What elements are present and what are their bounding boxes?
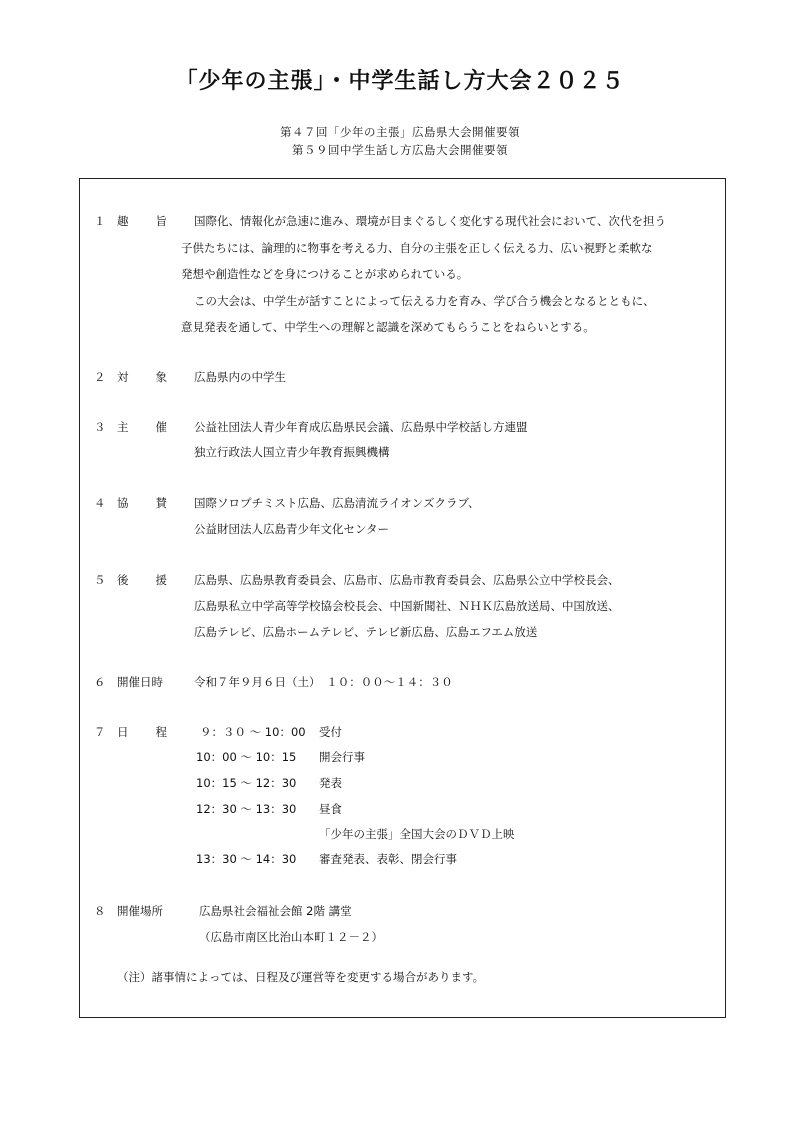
section-1-line: この大会は、中学生が話すことによって伝える力を育み、学び合う機会となるとともに、 [194, 294, 655, 308]
heading-char: 後 [117, 573, 129, 587]
schedule-event: 「少年の主張」全国大会のＤＶＤ上映 [319, 827, 515, 841]
section-1-line: 国際化、情報化が急速に進み、環境が目まぐるしく変化する現代社会において、次代を担う [194, 214, 666, 228]
section-2-heading [117, 369, 167, 385]
subtitle-59th: 第５９回中学生話し方広島大会開催要領 [292, 143, 508, 157]
schedule-time: 12：30 ～ 13：30 [196, 802, 297, 816]
section-8-line: 広島県社会福祉会館 2階 講堂 [199, 904, 352, 918]
schedule-event: 受付 [319, 725, 342, 739]
section-4-line: 公益財団法人広島青少年文化センター [194, 522, 390, 536]
section-6-line: 令和７年９月６日（土） １０：００～１４：３０ [194, 675, 453, 689]
heading-char: 催 [155, 420, 167, 434]
section-1-number: １ [94, 214, 106, 228]
section-1-line: 子供たちには、論理的に物事を考える力、自分の主張を正しく伝える力、広い視野と柔軟な [181, 241, 653, 255]
section-8-heading: 開催場所 [117, 904, 163, 918]
section-2-number: ２ [94, 370, 106, 384]
heading-char: 賛 [155, 496, 167, 510]
section-8-line: （広島市南区比治山本町１２－２） [199, 930, 383, 944]
schedule-time: 10：00 ～ 10：15 [196, 750, 297, 764]
schedule-event: 開会行事 [319, 750, 365, 764]
section-1-heading [117, 213, 167, 229]
schedule-time: ９：３０ ～ 10：00 [200, 725, 306, 739]
section-3-heading [117, 419, 167, 435]
section-5-heading [117, 572, 167, 588]
schedule-event: 審査発表、表彰、閉会行事 [319, 852, 457, 866]
section-8-number: ８ [94, 904, 106, 918]
section-7-number: ７ [94, 725, 106, 739]
footnote: （注）諸事情によっては、日程及び運営等を変更する場合があります。 [117, 970, 485, 984]
heading-char: 日 [117, 725, 129, 739]
section-2-line: 広島県内の中学生 [194, 370, 286, 384]
heading-char: 程 [155, 725, 167, 739]
schedule-event: 昼食 [319, 802, 342, 816]
heading-char: 主 [117, 420, 129, 434]
section-4-heading [117, 495, 167, 511]
heading-char: 旨 [155, 214, 167, 228]
heading-char: 対 [117, 370, 129, 384]
section-5-number: ５ [94, 573, 106, 587]
section-7-heading [117, 724, 167, 740]
section-3-line: 公益社団法人青少年育成広島県民会議、広島県中学校話し方連盟 [194, 420, 528, 434]
section-5-line: 広島県、広島県教育委員会、広島市、広島市教育委員会、広島県公立中学校長会、 [194, 573, 620, 587]
section-6-number: ６ [94, 675, 106, 689]
schedule-time: 10：15 ～ 12：30 [196, 776, 297, 790]
section-4-line: 国際ソロプチミスト広島、広島清流ライオンズクラブ、 [194, 496, 480, 510]
section-5-line: 広島テレビ、広島ホームテレビ、テレビ新広島、広島エフエム放送 [194, 625, 538, 639]
heading-char: 援 [155, 573, 167, 587]
heading-char: 象 [155, 370, 167, 384]
subtitle-47th: 第４７回「少年の主張」広島県大会開催要領 [280, 125, 520, 139]
section-6-heading: 開催日時 [117, 675, 163, 689]
page-title: 「少年の主張」・中学生話し方大会２０２５ [175, 69, 625, 94]
heading-char: 趣 [117, 214, 129, 228]
heading-char: 協 [117, 496, 129, 510]
section-1-line: 意見発表を通して、中学生への理解と認識を深めてもらうことをねらいとする。 [181, 320, 595, 334]
section-3-line: 独立行政法人国立青少年教育振興機構 [194, 445, 390, 459]
section-3-number: ３ [94, 420, 106, 434]
section-4-number: ４ [94, 496, 106, 510]
section-5-line: 広島県私立中学高等学校協会校長会、中国新聞社、ＮＨＫ広島放送局、中国放送、 [194, 599, 620, 613]
schedule-event: 発表 [319, 776, 342, 790]
section-1-line: 発想や創造性などを身につけることが求められている。 [181, 267, 469, 281]
schedule-time: 13：30 ～ 14：30 [196, 852, 297, 866]
